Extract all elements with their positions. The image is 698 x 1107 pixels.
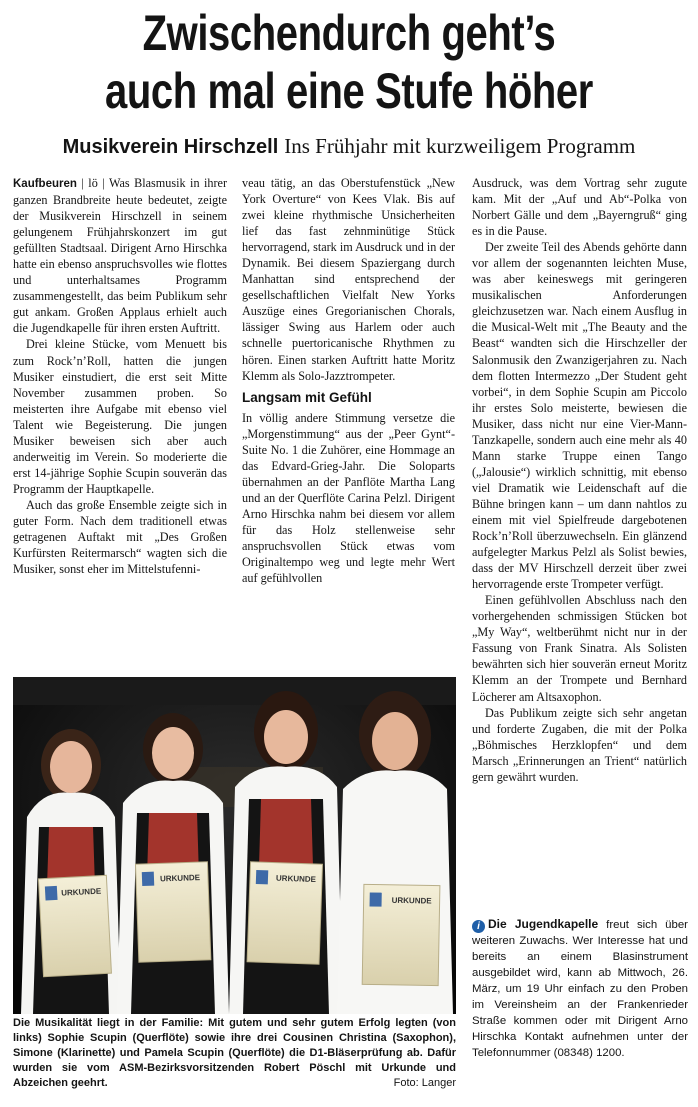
article-column-3 (472, 175, 687, 785)
paragraph: Einen gefühlvollen Abschluss nach den vorhergehenden schmissigen Stücken bot „My Way“, weltberühmt nicht nur in der Fassung von Frank Sinatra. Als Solisten bewährten sich hier souverän erneut Moritz Klemm an der Trompete und Bernhard Löcherer am Altsaxophon. (472, 593, 687, 704)
article-column-2 (242, 175, 455, 586)
paragraph: Ausdruck, was dem Vortrag sehr zugute kam. Mit der „Auf und Ab“-Polka von Norbert Gälle und dem „Bayerngruß“ ging es in die Pause. (472, 176, 687, 239)
paragraph-text: Was Blasmusik in ihrer ganzen Brandbreite heute bedeutet, zeigte der Musikverein Hirschzell in seinem gelungenem Frühjahrskonzert im gut gefüllten Stadtsaal. Dirigent Arno Hirschka hatte ein ebenso anspruchsvolles wie flottes und unterhaltsames Programm zusammengestellt, das beim Publikum sehr gut ankam. Großen Applaus erhielt auch die Jugendkapelle für ihren ersten Auftritt. (13, 176, 228, 336)
headline-line-2: auch mal eine Stufe höher (105, 63, 593, 119)
section-subheading: Langsam mit Gefühl (242, 389, 372, 405)
certificate-1 (38, 875, 111, 976)
certificate-label: URKUNDE (275, 873, 317, 885)
certificate-4 (362, 884, 440, 985)
certificate-2 (135, 862, 210, 962)
info-lead: Die Jugendkapelle (488, 917, 599, 931)
photo-illustration (13, 677, 456, 1014)
photo (13, 677, 456, 1014)
author-tag: | lö | (81, 176, 105, 190)
info-box (472, 916, 688, 1061)
certificate-3 (247, 862, 322, 964)
certificate-label: URKUNDE (391, 895, 432, 906)
paragraph (13, 175, 227, 336)
photo-credit: Foto: Langer (393, 1077, 456, 1089)
certificate-label: URKUNDE (159, 873, 201, 884)
photo-caption (13, 1016, 456, 1091)
info-icon: i (472, 920, 485, 933)
paragraph: Der zweite Teil des Abends gehörte dann vor allem der sogenannten leichten Muse, was aber keineswegs mit geringeren musikalischen Anforderungen gleichzusetzen war. Nach einem Ausflug in die Musical-Welt mit „The Beauty and the Beast“ wandten sich die Hirschzeller der Salonmusik den Zwanzigerjahren zu. Nach dem flotten Intermezzo „Der Student geht vorbei“, in dem Sophie Scupin am Piccolo ihr erstes Solo meisterte, bewiesen die Musiker, dass nicht nur eine Vier-Mann-Tanzkapelle, sondern auch eine mehr als 40 Mann starke Truppe einen Tango („Jalousie“) wirklich schnittig, mit ebenso viel Dramatik wie Leidenschaft auf die Bühne bringen kann – um dann nahtlos zu einem mit viel Spielfreude dargebotenen Rock’n’Roll überzuwechseln. Ein glänzend aufgelegter Markus Pelzl als Solist bewies, dass der MV Hirschzell derzeit über zwei hervorragende erste Trompeter verfügt. (472, 240, 687, 592)
subheadline (0, 134, 698, 159)
article-column-1 (13, 175, 227, 577)
headline (70, 4, 628, 120)
paragraph: In völlig andere Stimmung versetze die „Morgenstimmung“ aus der „Peer Gynt“-Suite No. 1 die Zuhörer, eine Hommage an das Edvard-Grieg-Jahr. Die Soloparts übernahmen an der Panflöte Martha Lang und an der Querflöte Carina Pelzl. Dirigent Arno Hirschka nahm bei diesem vor allem für das Holz stellenweise sehr anspruchsvollen Stück etwas vom Originaltempo weg und legte mehr Wert auf gefühlvollen (242, 410, 455, 586)
certificate-label: URKUNDE (60, 886, 102, 898)
dateline-location: Kaufbeuren (13, 178, 77, 190)
paragraph: Drei kleine Stücke, vom Menuett bis zum Rock’n’Roll, hatten die jungen Musiker einstudiert, die erst seit Mitte November zusammen proben. So meisterten ihre Aufgabe mit ebenso viel Talent wie Begeisterung. Die jungen Musiker beweisen sich aber auch anderweitig im Verein. So moderierte die erst 14-jährige Sophie Scupin souverän das Programm der Hauptkapelle. (13, 337, 227, 496)
paragraph: Auch das große Ensemble zeigte sich in guter Form. Nach dem traditionell etwas getragenen Auftakt mit „Des Großen Kurfürsten Reitermarsch“ wagten sich die Musiker, sonst eher im Mittelstufenni- (13, 497, 227, 577)
kicker: Musikverein Hirschzell (62, 136, 279, 158)
subhead-text: Ins Frühjahr mit kurzweiligem Programm (284, 134, 636, 158)
paragraph: Das Publikum zeigte sich sehr angetan und forderte Zugaben, die mit der Polka „Böhmisches Herzklopfen“ und dem Marsch „Erinnerungen an Trient“ natürlich gern gewährt wurden. (472, 705, 687, 784)
caption-text: Die Musikalität liegt in der Familie: Mit gutem und sehr gutem Erfolg legten (von links) Sophie Scupin (Querflöte) sowie ihre drei Cousinen Christina (Saxophon), Simone (Klarinette) und Pamela Scupin (Querflöte) die D1-Bläserprüfung ab. Dafür wurden sie vom ASM-Bezirksvorsitzenden Robert Pöschl mit Urkunde und Abzeichen geehrt. (13, 1017, 456, 1089)
headline-line-1: Zwischendurch geht’s (142, 5, 556, 61)
paragraph: veau tätig, an das Oberstufenstück „New York Overture“ von Kees Vlak. Bis auf zwei kleine rhythmische Unsicherheiten lief das fast zehnminütige Stück hervorragend, stark im Ausdruck und in der Dynamik. Bei diesem Spaziergang durch Manhattan sind entsprechend der gesellschaftlichen Vielfalt New Yorks Auszüge eines Gregorianischen Chorals, lässiger Swing aus Harlem oder auch schnelle puertoricanische Rhythmen zu hören. Einen starken Auftritt hatte Moritz Klemm als Solo-Jazztrompeter. (242, 176, 455, 383)
info-text: freut sich über weiteren Zuwachs. Wer Interesse hat und bereits an einem Blasinstrument ausgebildet wird, kann ab Mittwoch, 26. März, um 19 Uhr einfach zu den Proben im Vereinsheim an der Frankenrieder Straße kommen oder mit Dirigent Arno Hirschka Kontakt aufnehmen unter der Telefonnummer (08348) 1200. (472, 919, 688, 1059)
